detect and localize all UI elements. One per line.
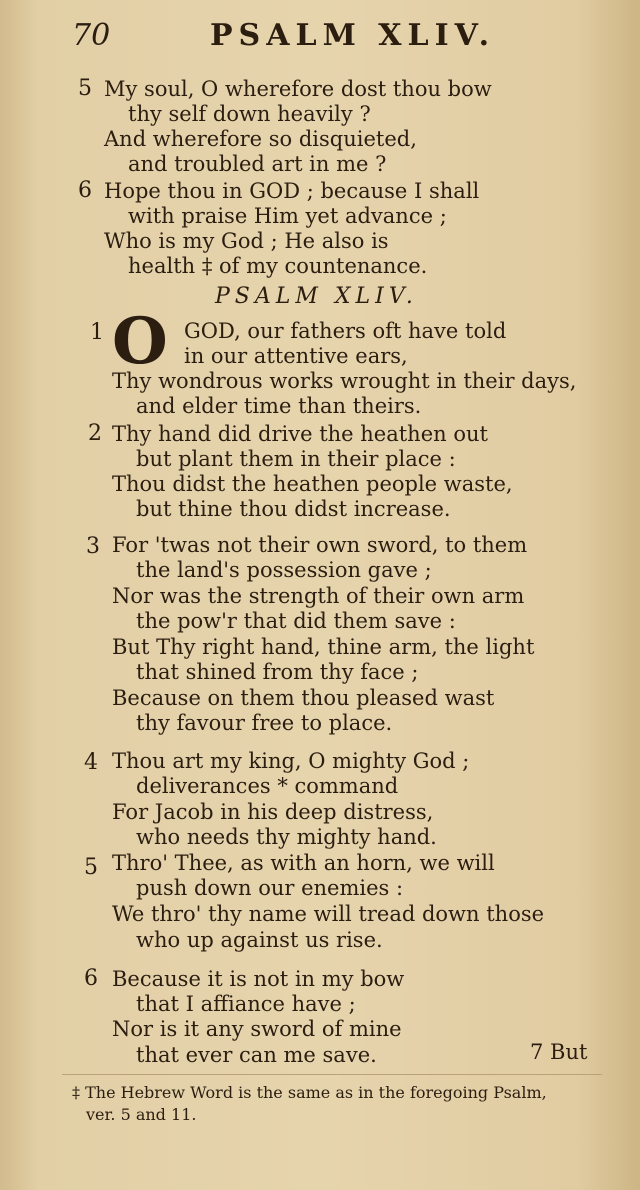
verse-number: 3 [86,534,100,559]
page-number: 70 [72,18,111,53]
verse-line: But Thy right hand, thine arm, the light [112,635,535,659]
verse-line: who up against us rise. [136,928,383,952]
verse-line: Because it is not in my bow [112,967,405,991]
verse-line: that I affiance have ; [136,992,356,1016]
verse-line: Thy hand did drive the heathen out [112,422,488,446]
verse-line: but thine thou didst increase. [136,497,451,521]
verse-line: My soul, O wherefore dost thou bow [104,77,492,101]
verse-line: thy self down heavily ? [128,102,371,126]
catchword: 7 But [530,1040,588,1064]
verse-line: We thro' thy name will tread down those [112,902,545,926]
verse-line: GOD, our fathers oft have told [184,319,507,343]
verse-line: and elder time than theirs. [136,394,422,418]
verse-line: Because on them thou pleased wast [112,686,495,710]
footnote-line: ver. 5 and 11. [86,1105,197,1124]
verse-line: health ‡ of my countenance. [128,254,428,278]
verse-number: 6 [78,178,92,203]
verse-line: Thro' Thee, as with an horn, we will [112,851,495,875]
verse-line: the pow'r that did them save : [136,609,456,633]
verse-line: thy favour free to place. [136,711,393,735]
verse-line: push down our enemies : [136,876,404,900]
verse-line: that ever can me save. [136,1043,377,1067]
verse-line: the land's possession gave ; [136,558,432,582]
verse-line: For Jacob in his deep distress, [112,800,434,824]
verse-number: 2 [88,421,102,446]
verse-line: who needs thy mighty hand. [136,825,437,849]
verse-line: Thou didst the heathen people waste, [112,472,513,496]
verse-line: with praise Him yet advance ; [128,204,447,228]
verse-line: deliverances * command [136,774,399,798]
verse-line: but plant them in their place : [136,447,456,471]
verse-line: Who is my God ; He also is [104,229,389,253]
verse-line: Thy wondrous works wrought in their days, [112,369,577,393]
verse-line: And wherefore so disquieted, [104,127,417,151]
verse-line: Nor is it any sword of mine [112,1017,402,1041]
verse-number: 5 [84,855,98,880]
verse-number: 1 [90,320,104,345]
verse-line: Hope thou in GOD ; because I shall [104,179,480,203]
verse-line: Nor was the strength of their own arm [112,584,525,608]
verse-line: and troubled art in me ? [128,152,387,176]
verse-line: Thou art my king, O mighty God ; [112,749,470,773]
verse-number: 4 [84,750,98,775]
running-title: PSALM XLIV. [210,18,496,53]
verse-line: For 'twas not their own sword, to them [112,533,528,557]
footnote-divider [62,1074,602,1075]
footnote-line: ‡ The Hebrew Word is the same as in the foregoing Psalm, [72,1083,547,1102]
psalm-title: PSALM XLIV. [215,284,418,309]
drop-cap: O [112,304,168,379]
verse-line: that shined from thy face ; [136,660,419,684]
verse-number: 6 [84,966,98,991]
page-header [0,18,640,58]
verse-line: in our attentive ears, [184,344,408,368]
verse-number: 5 [78,76,92,101]
